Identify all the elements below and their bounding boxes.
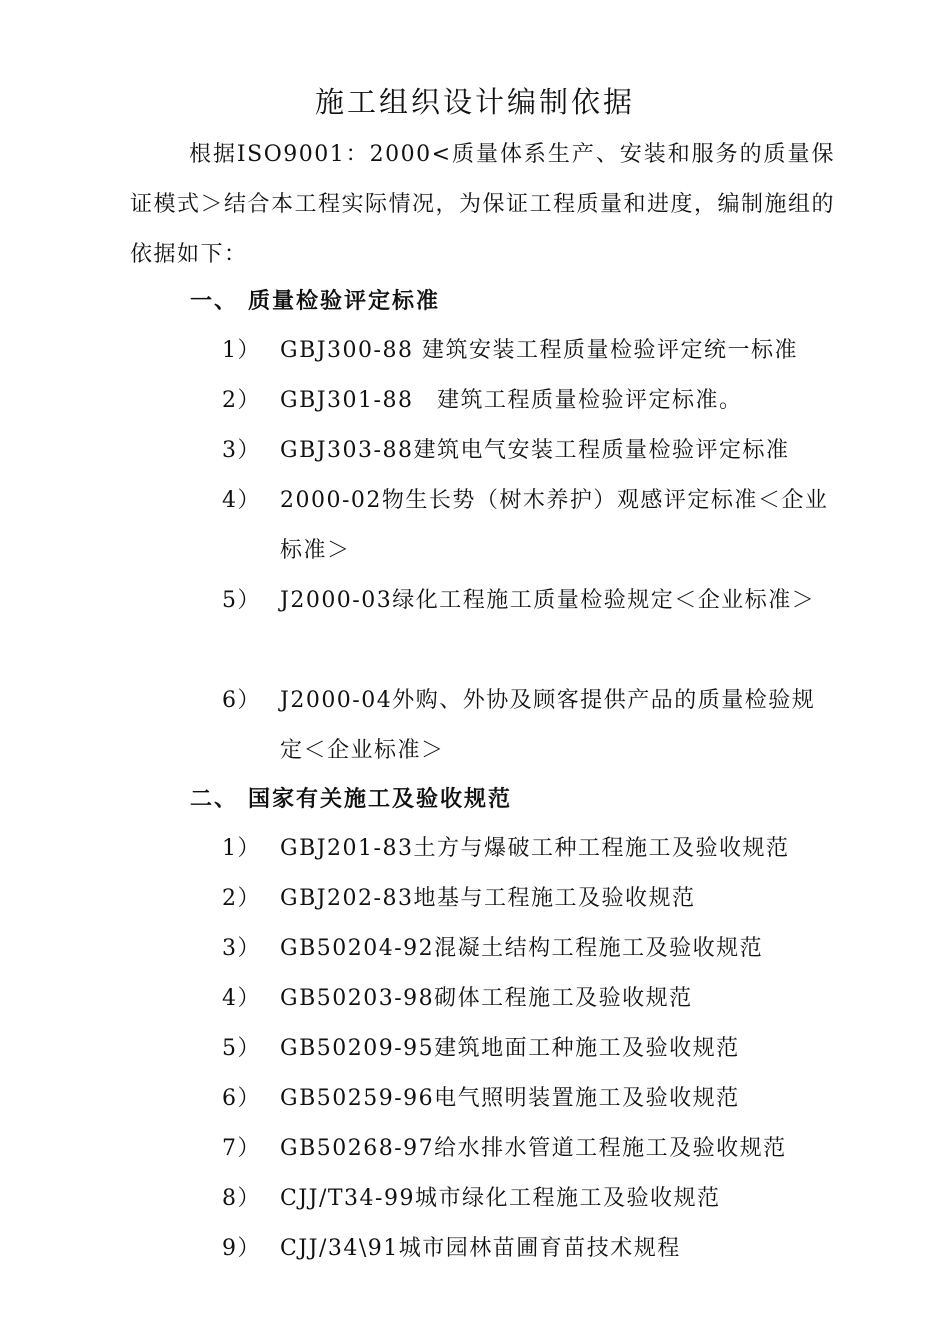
item-index: 2） bbox=[222, 388, 261, 413]
item-index: 8） bbox=[222, 1186, 261, 1211]
list-item bbox=[222, 576, 837, 626]
list-item bbox=[222, 676, 837, 776]
item-text: J2000-03绿化工程施工质量检验规定＜企业标准＞ bbox=[280, 588, 816, 613]
item-index: 9） bbox=[222, 1236, 261, 1261]
list-item bbox=[222, 1174, 837, 1224]
page-title: 施工组织设计编制依据 bbox=[314, 85, 635, 119]
item-text: GB50209-95建筑地面工种施工及验收规范 bbox=[280, 1036, 740, 1061]
item-text: GB50268-97给水排水管道工程施工及验收规范 bbox=[280, 1136, 787, 1161]
list-item bbox=[222, 426, 837, 476]
item-text: CJJ/T34-99城市绿化工程施工及验收规范 bbox=[280, 1186, 721, 1211]
item-text: GBJ303-88建筑电气安装工程质量检验评定标准 bbox=[280, 438, 790, 463]
item-index: 5） bbox=[222, 1036, 261, 1061]
section-number: 一、 bbox=[190, 288, 239, 314]
list-item bbox=[222, 376, 837, 426]
item-index: 1） bbox=[222, 338, 261, 363]
item-text: GB50203-98砌体工程施工及验收规范 bbox=[280, 986, 693, 1011]
item-text: 2000-02物生长势（树木养护）观感评定标准＜企业标准＞ bbox=[280, 488, 829, 563]
item-text: GBJ201-83土方与爆破工种工程施工及验收规范 bbox=[280, 836, 790, 861]
intro-paragraph: 根据ISO9001：2000<质量体系生产、安装和服务的质量保证模式＞结合本工程实际情况，为保证工程质量和进度，编制施组的依据如下： bbox=[130, 142, 836, 267]
item-index: 3） bbox=[222, 936, 261, 961]
list-item bbox=[222, 874, 837, 924]
section-heading-2 bbox=[190, 774, 512, 824]
section-title: 国家有关施工及验收规范 bbox=[248, 786, 513, 812]
item-index: 7） bbox=[222, 1136, 261, 1161]
list-item bbox=[222, 1074, 837, 1124]
item-text: GB50204-92混凝土结构工程施工及验收规范 bbox=[280, 936, 764, 961]
item-text: J2000-04外购、外协及顾客提供产品的质量检验规定＜企业标准＞ bbox=[280, 688, 816, 763]
item-index: 6） bbox=[222, 688, 261, 713]
list-item bbox=[222, 924, 837, 974]
list-item bbox=[222, 326, 837, 376]
item-index: 6） bbox=[222, 1086, 261, 1111]
item-index: 3） bbox=[222, 438, 261, 463]
item-text: CJJ/34\91城市园林苗圃育苗技术规程 bbox=[280, 1236, 681, 1261]
list-item bbox=[222, 1124, 837, 1174]
list-item bbox=[222, 476, 837, 576]
list-item bbox=[222, 1024, 837, 1074]
item-text: GBJ300-88 建筑安装工程质量检验评定统一标准 bbox=[280, 338, 798, 363]
section-heading-1 bbox=[190, 276, 440, 326]
list-item bbox=[222, 1224, 837, 1274]
item-index: 2） bbox=[222, 886, 261, 911]
list-item bbox=[222, 974, 837, 1024]
item-index: 4） bbox=[222, 488, 261, 513]
section-number: 二、 bbox=[190, 786, 239, 812]
item-text: GB50259-96电气照明装置施工及验收规范 bbox=[280, 1086, 740, 1111]
item-text: GBJ202-83地基与工程施工及验收规范 bbox=[280, 886, 696, 911]
section-title: 质量检验评定标准 bbox=[248, 288, 441, 314]
list-item bbox=[222, 824, 837, 874]
item-index: 4） bbox=[222, 986, 261, 1011]
item-index: 5） bbox=[222, 588, 261, 613]
item-text: GBJ301-88 建筑工程质量检验评定标准。 bbox=[280, 388, 743, 413]
item-index: 1） bbox=[222, 836, 261, 861]
